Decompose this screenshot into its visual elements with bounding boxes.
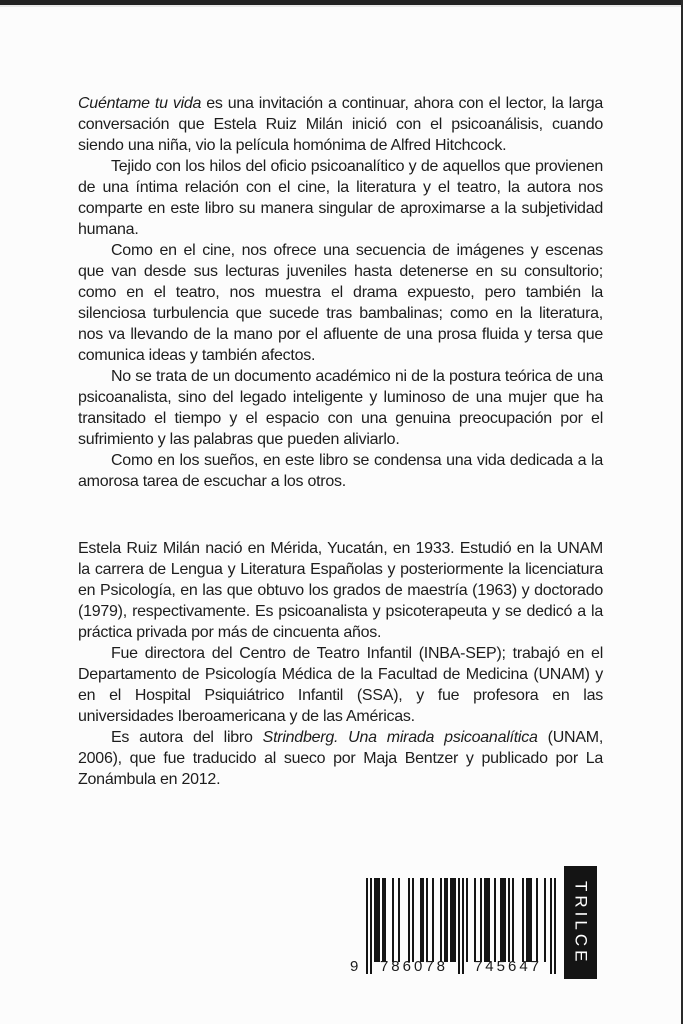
isbn-lead-digit: 9 bbox=[350, 958, 359, 975]
bio-paragraph-2: Fue directora del Centro de Teatro Infantil (INBA-SEP); trabajó en el Departamento de Psicología Médica de la Facultad de Medicina (UNAM) y en el Hospital Psiquiátrico Infantil (SSA), y fue profesora en las universidades Iberoamericana y de las Américas. bbox=[78, 645, 603, 725]
synopsis-paragraph-1-text: es una invitación a continuar, ahora con el lector, la larga conversación que Estela Ruiz Milán inició con el psicoanálisis, cuando siendo una niña, vio la película homónima de Alfred Hitchcock. bbox=[78, 95, 603, 154]
bio-paragraph-3-post: (UNAM, 2006), que fue traducido al sueco por Maja Bentzer y publicado por La Zonámbula en 2012. bbox=[78, 729, 604, 788]
publisher-logo bbox=[564, 866, 597, 979]
synopsis-section bbox=[78, 93, 603, 492]
isbn-digit-group-1: 786078 bbox=[379, 958, 449, 975]
publisher-logo-text: TRILCE bbox=[571, 881, 591, 966]
author-bio-section bbox=[78, 538, 603, 790]
barcode-block bbox=[350, 866, 597, 979]
book-reference-italic: Strindberg. Una mirada psicoanalítica bbox=[262, 729, 538, 746]
back-cover-text bbox=[78, 93, 603, 790]
top-edge-band bbox=[0, 0, 683, 7]
bio-paragraph-1: Estela Ruiz Milán nació en Mérida, Yucatán, en 1933. Estudió en la UNAM la carrera de Lengua y Literatura Españolas y posteriormente la licenciatura en Psicología, en las que obtuvo los grados de maestría (1963) y doctorado (1979), respectivamente. Es psicoanalista y psicoterapeuta y se dedicó a la práctica privada por más de cincuenta años. bbox=[78, 540, 603, 641]
synopsis-paragraph-5: Como en los sueños, en este libro se condensa una vida dedicada a la amorosa tarea de escuchar a los otros. bbox=[78, 452, 603, 490]
ean13-barcode bbox=[350, 878, 556, 975]
book-title-italic: Cuéntame tu vida bbox=[78, 95, 202, 112]
isbn-digit-group-2: 745647 bbox=[473, 958, 543, 975]
synopsis-paragraph-3: Como en el cine, nos ofrece una secuencia de imágenes y escenas que van desde sus lecturas juveniles hasta detenerse en su consultorio; como en el teatro, nos muestra el drama expuesto, pero también la silenciosa turbulencia que sucede tras bambalinas; como en la literatura, nos va llevando de la mano por el afluente de una prosa fluida y tersa que comunica ideas y también afectos. bbox=[78, 242, 603, 364]
bio-paragraph-3-pre: Es autora del libro bbox=[111, 729, 263, 746]
synopsis-paragraph-4: No se trata de un documento académico ni de la postura teórica de una psicoanalista, sino del legado inteligente y luminoso de una mujer que ha transitado el tiempo y el espacio con una genuina preocupación por el sufrimiento y las palabras que pueden aliviarlo. bbox=[78, 368, 603, 448]
synopsis-paragraph-2: Tejido con los hilos del oficio psicoanalítico y de aquellos que provienen de una íntima relación con el cine, la literatura y el teatro, la autora nos comparte en este libro su manera singular de aproximarse a la subjetividad humana. bbox=[78, 158, 603, 238]
bio-paragraph-3 bbox=[78, 727, 603, 790]
isbn-digits bbox=[350, 958, 556, 975]
synopsis-paragraph-1 bbox=[78, 93, 603, 156]
